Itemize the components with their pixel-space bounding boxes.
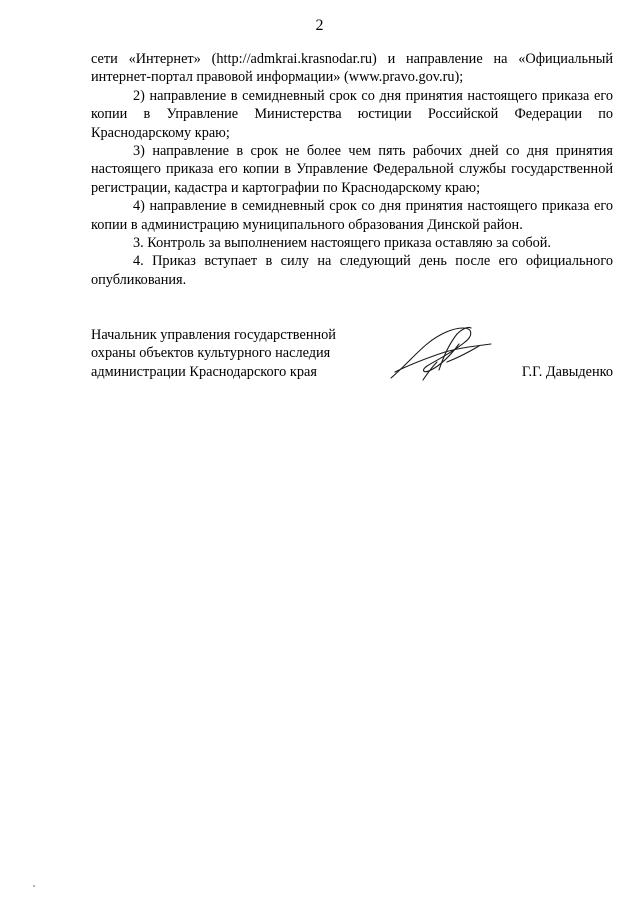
- scan-artifact-dot: [33, 885, 35, 887]
- signatory-position-line: охраны объектов культурного наследия: [91, 345, 331, 362]
- paragraph-effective-clause: 4. Приказ вступает в силу на следующий день после его официального опубликования.: [91, 253, 613, 288]
- signatory-position-line: администрации Краснодарского края: [91, 363, 317, 380]
- signatory-position: [91, 326, 391, 381]
- paragraph-control-clause: 3. Контроль за выполнением настоящего приказа оставляю за собой.: [133, 235, 552, 252]
- paragraph-item-3: 3) направление в срок не более чем пять рабочих дней со дня принятия настоящего приказа его копии в Управление Федеральной службы государственной регистрации, кадастра и картографии по Краснодарскому краю;: [91, 143, 613, 196]
- signatory-position-line: Начальник управления государственной: [91, 327, 336, 343]
- signatory-name: Г.Г. Давыденко: [521, 363, 613, 380]
- page-number: 2: [315, 17, 324, 34]
- paragraph-item-2: 2) направление в семидневный срок со дня принятия настоящего приказа его копии в Управление Министерства юстиции Российской Федерации по Краснодарскому краю;: [91, 87, 613, 141]
- signature-block: [91, 326, 613, 386]
- paragraph-item-4: 4) направление в семидневный срок со дня принятия настоящего приказа его копии в администрацию муниципального образования Динской район.: [91, 198, 613, 233]
- paragraph-publication-continued: сети «Интернет» (http://admkrai.krasnodar.ru) и направление на «Официальный интернет-портал правовой информации» (www.pravo.gov.ru);: [91, 51, 613, 86]
- document-body: [91, 50, 613, 289]
- handwritten-signature: [387, 322, 497, 384]
